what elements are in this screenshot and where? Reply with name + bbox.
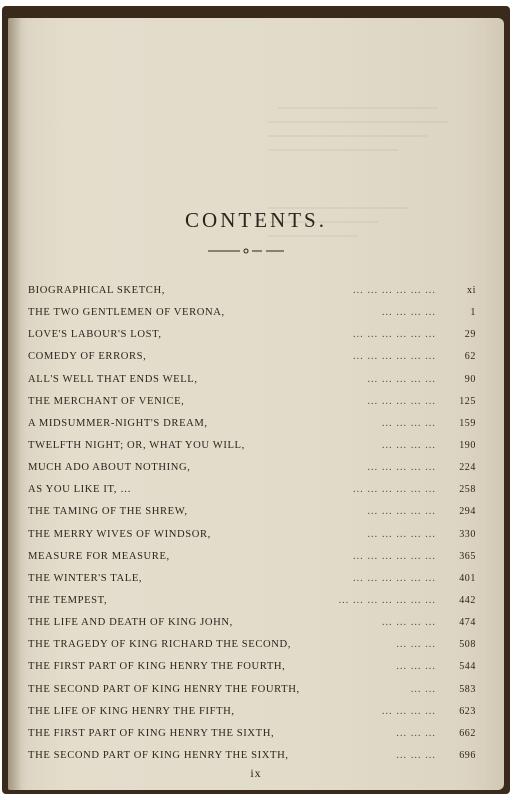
toc-entry	[28, 369, 476, 391]
page-title: CONTENTS.	[185, 208, 327, 232]
toc-entry-title: THE TEMPEST,	[28, 594, 108, 606]
toc-entry-title: THE SECOND PART OF KING HENRY THE SIXTH,	[28, 749, 289, 761]
toc-entry-title: THE TWO GENTLEMEN OF VERONA,	[28, 307, 225, 319]
toc-entry-title: ALL'S WELL THAT ENDS WELL,	[28, 373, 198, 385]
toc-dot-leaders: … … … … … …	[352, 550, 436, 562]
toc-entry	[28, 546, 476, 568]
toc-entry-title: THE FIRST PART OF KING HENRY THE SIXTH,	[28, 727, 275, 739]
toc-entry-title: LOVE'S LABOUR'S LOST,	[28, 329, 162, 341]
toc-entry	[28, 524, 476, 546]
toc-dot-leaders: … … … … … …	[352, 351, 436, 363]
toc-entry	[28, 679, 476, 701]
toc-entry-title: AS YOU LIKE IT, …	[28, 484, 132, 496]
toc-entry-title: THE TAMING OF THE SHREW,	[28, 506, 188, 518]
toc-dot-leaders: … … … …	[381, 617, 436, 629]
toc-dot-leaders: … … … … … …	[352, 329, 436, 341]
toc-entry	[28, 634, 476, 656]
toc-entry-title: MEASURE FOR MEASURE,	[28, 550, 170, 562]
show-through-ornament	[258, 98, 458, 298]
toc-dot-leaders: … … … … … …	[352, 484, 436, 496]
table-of-contents	[28, 280, 476, 767]
toc-entry-page-number: 90	[464, 373, 476, 385]
toc-dot-leaders: … … … … …	[367, 395, 436, 407]
toc-dot-leaders: … … … … … …	[352, 572, 436, 584]
toc-dot-leaders: … … …	[395, 639, 436, 651]
toc-entry-page-number: 662	[459, 727, 476, 739]
toc-entry-page-number: 159	[459, 417, 476, 429]
toc-entry	[28, 501, 476, 523]
toc-entry-title: BIOGRAPHICAL SKETCH,	[28, 285, 165, 296]
toc-entry-page-number: 1	[470, 307, 476, 319]
book-cover	[2, 6, 510, 794]
toc-entry	[28, 302, 476, 324]
toc-entry	[28, 346, 476, 368]
toc-entry	[28, 656, 476, 678]
toc-entry	[28, 745, 476, 767]
toc-dot-leaders: … … … … … … …	[338, 594, 436, 606]
toc-entry-page-number: 583	[459, 683, 476, 695]
toc-entry-page-number: 29	[464, 329, 476, 341]
toc-entry-page-number: 125	[459, 395, 476, 407]
toc-entry-title: THE LIFE OF KING HENRY THE FIFTH,	[28, 705, 235, 717]
toc-dot-leaders: … … … …	[381, 417, 436, 429]
toc-entry-title: MUCH ADO ABOUT NOTHING,	[28, 462, 191, 474]
toc-entry-title: A MIDSUMMER-NIGHT'S DREAM,	[28, 417, 208, 429]
toc-entry	[28, 612, 476, 634]
toc-dot-leaders: … … … …	[381, 705, 436, 717]
toc-dot-leaders: … …	[410, 683, 436, 695]
toc-dot-leaders: … … … …	[381, 307, 436, 319]
toc-entry-title: COMEDY OF ERRORS,	[28, 351, 147, 363]
toc-entry-page-number: 330	[459, 528, 476, 540]
toc-dot-leaders: … … …	[395, 661, 436, 673]
toc-entry-page-number: 696	[459, 749, 476, 761]
toc-entry-page-number: 623	[459, 705, 476, 717]
toc-entry	[28, 590, 476, 612]
toc-entry-page-number: 294	[459, 506, 476, 518]
toc-entry-page-number: 474	[459, 617, 476, 629]
toc-entry	[28, 723, 476, 745]
toc-entry-title: THE SECOND PART OF KING HENRY THE FOURTH,	[28, 683, 300, 695]
page-number-folio: ix	[250, 766, 262, 780]
toc-entry-page-number: 544	[459, 661, 476, 673]
toc-entry-title: THE TRAGEDY OF KING RICHARD THE SECOND,	[28, 639, 292, 651]
toc-entry-title: THE MERRY WIVES OF WINDSOR,	[28, 528, 211, 540]
toc-dot-leaders: … … …	[395, 749, 436, 761]
toc-dot-leaders: … … … …	[381, 439, 436, 451]
toc-entry-page-number: xi	[467, 285, 476, 296]
toc-entry-page-number: 62	[464, 351, 476, 363]
toc-entry-page-number: 224	[459, 462, 476, 474]
toc-entry-title: THE LIFE AND DEATH OF KING JOHN,	[28, 617, 233, 629]
toc-entry-title: THE WINTER'S TALE,	[28, 572, 143, 584]
toc-entry-title: THE MERCHANT OF VENICE,	[28, 395, 185, 407]
toc-dot-leaders: … … … … …	[367, 528, 436, 540]
contents-page	[8, 18, 504, 790]
toc-entry-page-number: 258	[459, 484, 476, 496]
toc-entry-page-number: 442	[459, 594, 476, 606]
page-gutter-shadow	[8, 18, 22, 790]
toc-entry	[28, 479, 476, 501]
toc-entry-page-number: 401	[459, 572, 476, 584]
toc-dot-leaders: … … … … …	[367, 373, 436, 385]
toc-entry	[28, 701, 476, 723]
toc-dot-leaders: … … … … …	[367, 506, 436, 518]
toc-entry	[28, 391, 476, 413]
toc-entry	[28, 413, 476, 435]
toc-dot-leaders: … … …	[395, 727, 436, 739]
toc-entry-page-number: 508	[459, 639, 476, 651]
toc-entry	[28, 435, 476, 457]
toc-dot-leaders: … … … … … …	[352, 285, 436, 296]
toc-entry	[28, 568, 476, 590]
title-divider-ornament	[206, 246, 286, 256]
toc-entry-title: TWELFTH NIGHT; OR, WHAT YOU WILL,	[28, 439, 245, 451]
toc-entry-page-number: 365	[459, 550, 476, 562]
toc-entry-title: THE FIRST PART OF KING HENRY THE FOURTH,	[28, 661, 286, 673]
toc-entry	[28, 457, 476, 479]
toc-entry-page-number: 190	[459, 439, 476, 451]
toc-entry	[28, 280, 476, 302]
toc-dot-leaders: … … … … …	[367, 462, 436, 474]
toc-entry	[28, 324, 476, 346]
